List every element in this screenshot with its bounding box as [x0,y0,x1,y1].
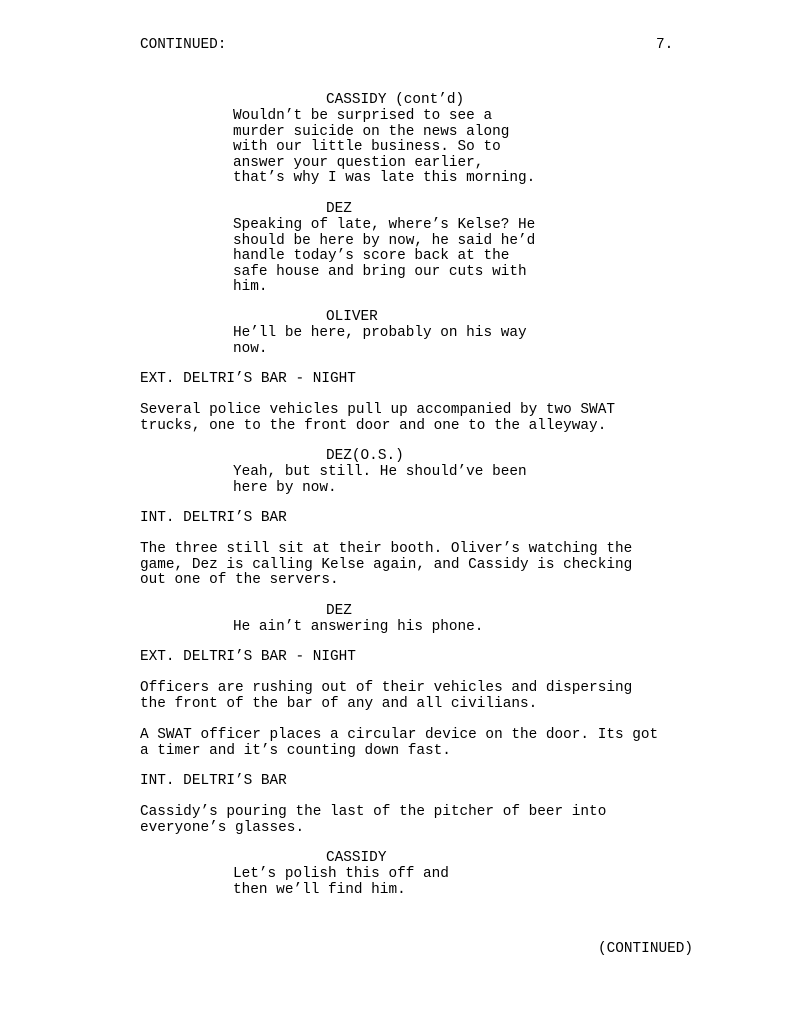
dialogue-line: He’ll be here, probably on his way [233,325,527,341]
dialogue-line: him. [233,279,268,295]
character-name: CASSIDY [326,850,387,866]
action-block [140,805,606,836]
dialogue-line: answer your question earlier, [233,154,484,171]
character-name: DEZ [326,201,352,217]
dialogue-block [233,465,527,496]
dialogue-line: Wouldn’t be surprised to see a [233,108,493,124]
character-name: CASSIDY (cont’d) [326,92,465,108]
dialogue-line: He ain’t answering his phone. [233,619,484,635]
action-line: out one of the servers. [140,572,339,588]
scene-heading: INT. DELTRI’S BAR [140,510,287,526]
dialogue-line: safe house and bring our cuts with [233,263,527,280]
dialogue-line: handle today’s score back at the [233,248,510,264]
action-line: The three still sit at their booth. Oliver’s watching the [140,541,633,557]
character-name: DEZ [326,603,352,619]
action-block [140,728,658,759]
dialogue-line: with our little business. So to [233,139,501,155]
continued-header: CONTINUED: [140,37,227,53]
action-line: the front of the bar of any and all civilians. [140,695,538,712]
dialogue-line: now. [233,340,268,357]
action-line: A SWAT officer places a circular device on the door. Its got [140,727,659,743]
dialogue-line: Let’s polish this off and [233,866,449,882]
action-line: a timer and it’s counting down fast. [140,742,451,759]
dialogue-line: Speaking of late, where’s Kelse? He [233,217,536,233]
dialogue-line: murder suicide on the news along [233,123,510,140]
dialogue-line: should be here by now, he said he’d [233,232,536,249]
dialogue-line: Yeah, but still. He should’ve been [233,464,527,480]
dialogue-block [233,867,449,898]
scene-heading: EXT. DELTRI’S BAR - NIGHT [140,371,356,387]
action-line: everyone’s glasses. [140,819,305,836]
character-name: DEZ(O.S.) [326,448,404,464]
action-block [140,403,615,434]
dialogue-block [233,326,527,357]
dialogue-line: here by now. [233,479,337,496]
dialogue-block [233,109,535,187]
scene-heading: INT. DELTRI’S BAR [140,773,287,789]
action-line: Several police vehicles pull up accompanied by two SWAT [140,402,615,418]
action-block [140,542,632,589]
scene-heading: EXT. DELTRI’S BAR - NIGHT [140,649,356,665]
dialogue-block [233,218,535,296]
action-line: game, Dez is calling Kelse again, and Cassidy is checking [140,556,633,573]
character-name: OLIVER [326,309,378,325]
dialogue-block [233,620,483,636]
page-number: 7. [656,37,674,53]
dialogue-line: then we’ll find him. [233,881,406,898]
action-line: trucks, one to the front door and one to the alleyway. [140,417,607,434]
action-line: Officers are rushing out of their vehicles and dispersing [140,680,633,696]
action-line: Cassidy’s pouring the last of the pitcher of beer into [140,804,607,820]
action-block [140,681,632,712]
continued-footer: (CONTINUED) [598,941,693,957]
dialogue-line: that’s why I was late this morning. [233,170,536,186]
